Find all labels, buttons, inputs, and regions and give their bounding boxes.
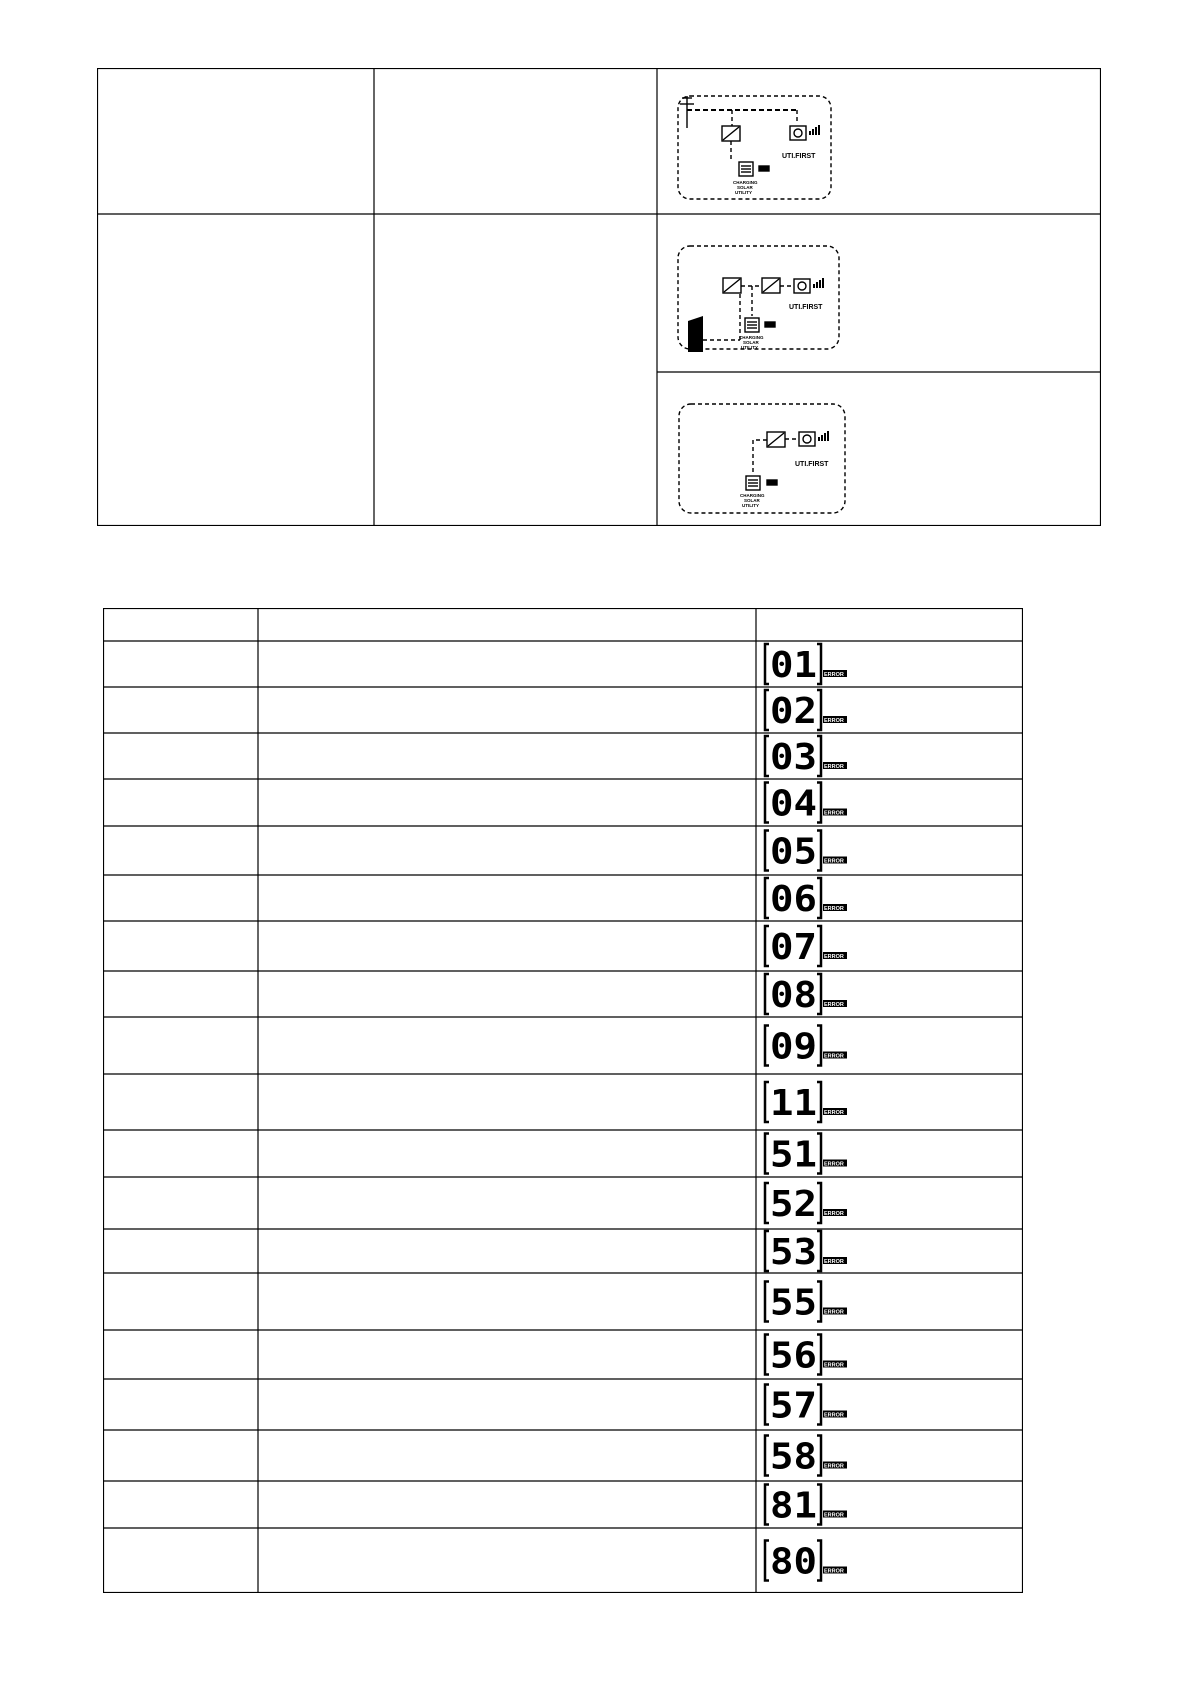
lcd-fault-code [765, 1134, 847, 1176]
diagram-label-utility: UTILITY [741, 345, 758, 350]
utility-pylon-icon [680, 96, 694, 128]
load-icon [794, 279, 810, 293]
error-tag-label: ERROR [824, 672, 844, 678]
diagram-label-solar: SOLAR [743, 340, 759, 345]
error-tag-label: ERROR [824, 1211, 844, 1217]
fault-code-digits: 81 [770, 1485, 817, 1527]
lcd-fault-code [765, 736, 847, 778]
error-tag-label: ERROR [824, 858, 844, 865]
error-tag-label: ERROR [824, 1568, 844, 1575]
lcd-fault-code [765, 1436, 847, 1478]
solar-panel-icon [688, 316, 703, 352]
fault-code-cells [765, 644, 847, 1583]
error-tag-label: ERROR [824, 954, 844, 960]
error-tag-label: ERROR [824, 1463, 844, 1470]
mode-table [97, 68, 1101, 526]
lcd-fault-code [765, 1082, 847, 1124]
lcd-fault-code [765, 926, 847, 968]
fault-code-digits: 80 [770, 1541, 817, 1583]
mode-table-grid [97, 68, 1101, 526]
fault-code-digits: 53 [770, 1232, 817, 1273]
diagram-label-utility-first: UTI.FIRST [789, 304, 823, 311]
signal-bars-icon [813, 278, 824, 288]
battery-icon [746, 476, 760, 490]
error-tag-label: ERROR [824, 1362, 844, 1369]
fault-code-digits: 04 [770, 783, 817, 825]
inverter-icon [722, 126, 740, 141]
lcd-fault-code [765, 878, 847, 920]
diagram-label-utility-first: UTI.FIRST [782, 153, 816, 160]
fault-code-digits: 52 [770, 1184, 817, 1225]
diagram-label-solar: SOLAR [744, 498, 760, 503]
diagram-label-solar: SOLAR [737, 185, 753, 190]
lcd-fault-code [765, 1485, 847, 1527]
lcd-fault-code [765, 1541, 847, 1583]
error-tag-label: ERROR [824, 764, 844, 770]
fault-code-digits: 03 [770, 737, 817, 778]
lcd-fault-code [765, 1335, 847, 1377]
fault-row-lines [103, 641, 1023, 1528]
error-tag-label: ERROR [824, 1002, 844, 1008]
battery-icon [739, 162, 753, 176]
error-tag-label: ERROR [824, 1309, 844, 1316]
diagram-label-utility-first: UTI.FIRST [795, 461, 829, 468]
fault-code-digits: 58 [770, 1436, 817, 1478]
error-tag-label: ERROR [824, 1512, 844, 1519]
fault-code-digits: 01 [770, 645, 817, 686]
lcd-fault-code [765, 1183, 847, 1225]
fault-code-digits: 08 [770, 975, 817, 1016]
diagram-label-utility: UTILITY [742, 503, 759, 508]
error-tag-label: ERROR [824, 1412, 844, 1419]
lcd-fault-code [765, 831, 847, 873]
error-tag-label: ERROR [824, 1161, 844, 1168]
fault-table-grid [104, 608, 1023, 1593]
load-icon [790, 126, 806, 140]
lcd-fault-code [765, 644, 847, 686]
lcd-fault-code [765, 1385, 847, 1427]
fault-table [103, 608, 1023, 1593]
error-tag-label: ERROR [824, 906, 844, 912]
diagram-label-charging: CHARGING [733, 180, 758, 185]
fault-code-digits: 05 [770, 831, 817, 873]
diagram-label-utility: UTILITY [735, 190, 752, 195]
fault-code-digits: 51 [770, 1134, 817, 1176]
fault-code-digits: 06 [770, 879, 817, 920]
load-icon [799, 432, 815, 446]
fault-code-digits: 55 [770, 1282, 817, 1324]
fault-code-digits: 09 [770, 1026, 817, 1068]
fault-code-digits: 11 [770, 1083, 817, 1124]
battery-icon [745, 318, 759, 332]
error-tag-label: ERROR [824, 1053, 844, 1060]
signal-bars-icon [818, 431, 829, 441]
lcd-fault-code [765, 690, 847, 732]
signal-bars-icon [809, 125, 820, 135]
error-tag-label: ERROR [824, 1259, 844, 1265]
error-tag-label: ERROR [824, 810, 844, 817]
diagram-label-charging: CHARGING [739, 335, 764, 340]
fault-code-digits: 57 [770, 1385, 817, 1427]
lcd-fault-code [765, 1282, 847, 1324]
fault-code-digits: 56 [770, 1335, 817, 1377]
lcd-fault-code [765, 1026, 847, 1068]
lcd-fault-code [765, 783, 847, 825]
lcd-fault-code [765, 1231, 847, 1273]
error-tag-label: ERROR [824, 1110, 844, 1116]
fault-code-digits: 07 [770, 927, 817, 968]
fault-code-digits: 02 [770, 691, 817, 732]
lcd-fault-code [765, 974, 847, 1016]
diagram-label-charging: CHARGING [740, 493, 765, 498]
inverter-icon [767, 432, 785, 447]
error-tag-label: ERROR [824, 718, 844, 724]
